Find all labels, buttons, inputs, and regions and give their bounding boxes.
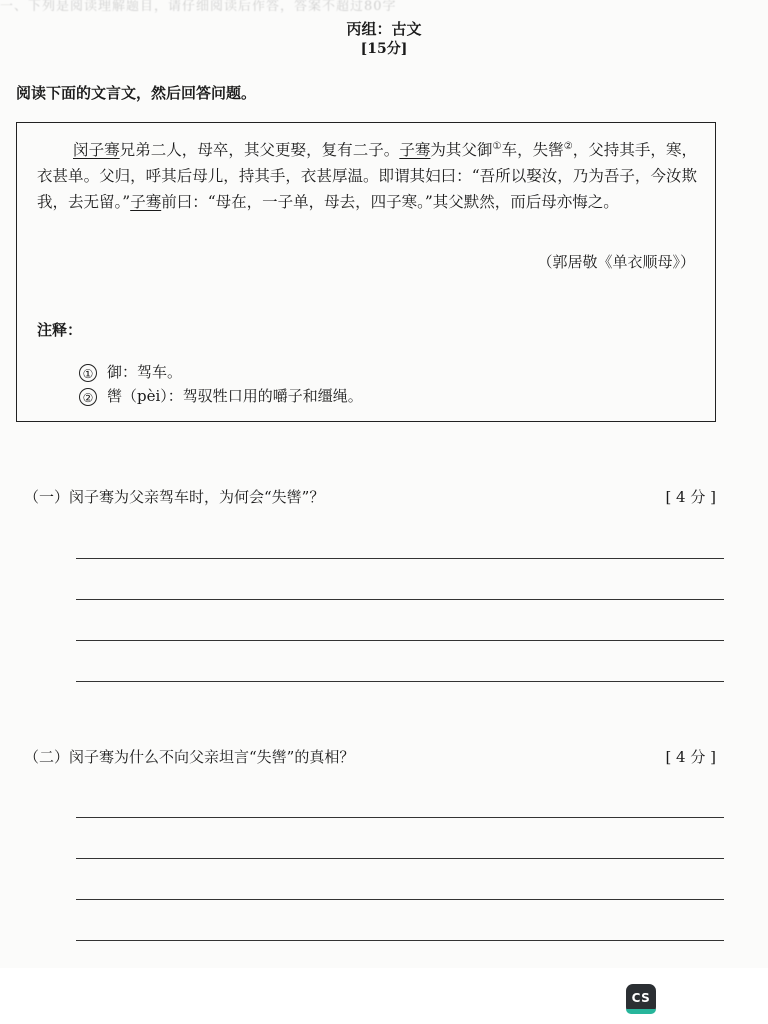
passage-box (16, 122, 716, 422)
answer-line[interactable] (76, 681, 724, 682)
passage-segment: 前曰：“母在，一子单，母去，四子寒。”其父默然，而后母亦悔之。 (161, 193, 619, 211)
answer-line[interactable] (76, 940, 724, 941)
answer-line[interactable] (76, 599, 724, 600)
notes-title: 注释： (37, 321, 83, 339)
note-number-2: ② (79, 388, 97, 406)
passage-segment: ，父持其手，寒，衣甚单。父归，呼其后母儿，持其手，衣甚厚温。即谓其妇曰：“吾所以娶汝，乃为吾子，今汝欺我，去无留。” (37, 141, 697, 211)
passage-text (37, 137, 697, 215)
answer-line[interactable] (76, 640, 724, 641)
answer-line[interactable] (76, 817, 724, 818)
question-1: （一）闵子骞为父亲驾车时，为何会“失辔”？ (24, 488, 325, 506)
question-2-score: [ 4 分 ] (665, 748, 716, 766)
note-number-1: ① (79, 364, 97, 382)
note-text-1: 御：驾车。 (107, 363, 183, 381)
note-item (79, 361, 182, 382)
section-score: [15分] (360, 41, 408, 57)
passage-segment: 车，失辔 (501, 141, 564, 159)
question-2: （二）闵子骞为什么不向父亲坦言“失辔”的真相？ (24, 748, 355, 766)
footnote-marker: ① (492, 140, 502, 152)
bleed-through-header: 一、下列是阅读理解题目，请仔细阅读后作答，答案不超过80字 (0, 0, 397, 14)
underlined-name: 闵子骞 (73, 141, 120, 159)
camscanner-badge[interactable]: CS (626, 984, 656, 1014)
passage-segment: 兄弟二人，母卒，其父更娶，复有二子。 (119, 141, 400, 159)
note-item (79, 385, 363, 406)
instruction-text: 阅读下面的文言文，然后回答问题。 (16, 84, 257, 102)
underlined-name: 子骞 (130, 193, 162, 211)
underlined-name: 子骞 (399, 141, 431, 159)
question-1-score: [ 4 分 ] (665, 488, 716, 506)
footnote-marker: ② (563, 140, 573, 152)
answer-line[interactable] (76, 899, 724, 900)
passage-segment: 为其父御 (430, 141, 493, 159)
answer-line[interactable] (76, 558, 724, 559)
answer-line[interactable] (76, 858, 724, 859)
passage-source: （郭居敬《单衣顺母》） (537, 253, 695, 271)
section-title: 丙组：古文 (346, 20, 422, 38)
note-text-2: 辔（pèi）：驾驭牲口用的嚼子和缰绳。 (107, 387, 363, 405)
